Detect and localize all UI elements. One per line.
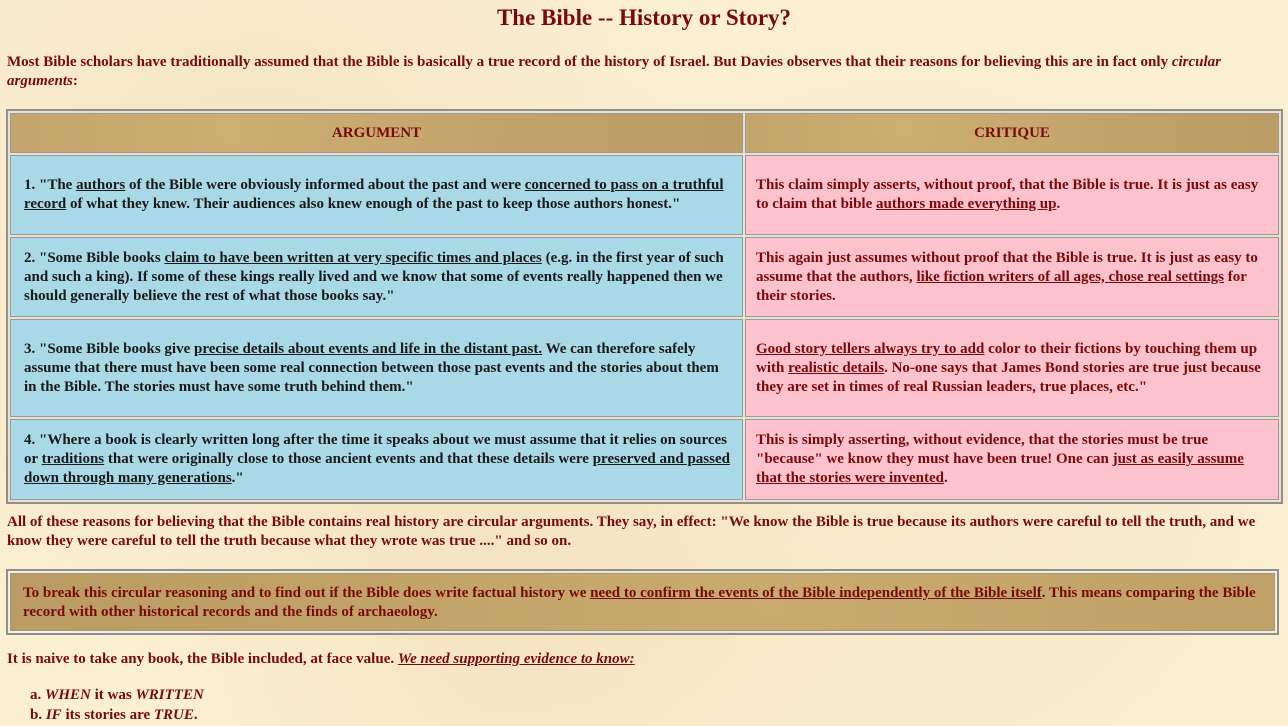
header-argument: ARGUMENT bbox=[10, 113, 743, 153]
page-title: The Bible -- History or Story? bbox=[496, 5, 792, 30]
list-item-text: its stories are bbox=[61, 707, 154, 723]
intro-paragraph bbox=[7, 53, 1277, 91]
supporting-evidence-link[interactable]: We need supporting evidence to know: bbox=[397, 651, 635, 667]
callout-text-after: . This means comparing the Bible record with other historical records and the finds of archaeology. bbox=[23, 585, 1256, 620]
list-item: b. IF its stories are TRUE. bbox=[30, 707, 198, 723]
intro-emphasis: circular arguments bbox=[7, 54, 1221, 89]
list-item-keyword: WRITTEN bbox=[135, 687, 204, 703]
argument-cell: 2. "Some Bible books claim to have been written at very specific times and places (e.g. in the first year of such and such a king). If some of these kings really lived and we know that some of events really happened then we should generally believe the rest of what those books say." bbox=[10, 237, 743, 317]
inline-link[interactable]: claim to have been written at very specific times and places bbox=[164, 249, 542, 266]
list-item-keyword: WHEN bbox=[45, 687, 91, 703]
naive-paragraph bbox=[7, 650, 1277, 669]
table-row bbox=[10, 237, 1279, 317]
inline-link[interactable]: realistic details bbox=[788, 359, 885, 376]
summary-paragraph: All of these reasons for believing that the Bible contains real history are circular arguments. They say, in effect: "We know the Bible is true because its authors were careful to tell the truth, and we know they were careful to tell the truth because what they wrote was true ...." and so on. bbox=[7, 514, 1256, 549]
table-row bbox=[10, 155, 1279, 235]
inline-link[interactable]: preserved and passed down through many generations bbox=[24, 451, 730, 486]
callout-box bbox=[6, 569, 1279, 635]
evidence-list bbox=[30, 685, 204, 725]
critique-cell: This claim simply asserts, without proof, that the Bible is true. It is just as easy to claim that bible authors made everything up. bbox=[745, 155, 1279, 235]
callout-text-before: To break this circular reasoning and to find out if the Bible does write factual history we bbox=[23, 585, 591, 601]
inline-link[interactable]: authors made everything up bbox=[876, 196, 1057, 212]
argument-cell: 4. "Where a book is clearly written long after the time it speaks about we must assume that it relies on sources or traditions that were originally close to those ancient events and that these details were preserved and passed down through many generations." bbox=[10, 419, 743, 500]
list-item-text: it was bbox=[90, 687, 136, 703]
arguments-table bbox=[6, 109, 1283, 504]
argument-cell: 1. "The authors of the Bible were obviously informed about the past and were concerned to pass on a truthful record of what they knew. Their audiences also knew enough of the past to keep those authors honest." bbox=[10, 155, 743, 235]
table-row bbox=[10, 319, 1279, 417]
list-item-keyword: TRUE bbox=[153, 707, 194, 723]
critique-cell: This is simply asserting, without evidence, that the stories must be true "because" we know they must have been true! One can just as easily assume that the stories were invented. bbox=[745, 419, 1279, 500]
inline-link[interactable]: like fiction writers of all ages, chose real settings bbox=[916, 268, 1225, 285]
list-item bbox=[30, 685, 204, 705]
inline-link[interactable]: just as easily assume that the stories were invented bbox=[756, 451, 1244, 486]
inline-link[interactable]: precise details about events and life in the distant past. bbox=[194, 340, 543, 357]
inline-link[interactable]: Good story tellers always try to add bbox=[756, 340, 985, 357]
header-critique: CRITIQUE bbox=[745, 113, 1279, 153]
callout-content bbox=[10, 573, 1275, 631]
naive-text: It is naive to take any book, the Bible included, at face value. bbox=[7, 651, 398, 667]
intro-text: Most Bible scholars have traditionally assumed that the Bible is basically a true record of the history of Israel. But Davies observes that their reasons for believing this are in fact only bbox=[7, 54, 1172, 70]
list-item-keyword: IF bbox=[45, 707, 62, 723]
critique-cell: Good story tellers always try to add color to their fictions by touching them up with realistic details. No-one says that James Bond stories are true just because they are set in times of real Russian leaders, true places, etc." bbox=[745, 319, 1279, 417]
callout-link[interactable]: need to confirm the events of the Bible independently of the Bible itself bbox=[590, 585, 1042, 601]
argument-cell: 3. "Some Bible books give precise details about events and life in the distant past. We can therefore safely assume that there must have been some real connection between those past events and the stories about them in the Bible. The stories must have some truth behind them." bbox=[10, 319, 743, 417]
inline-link[interactable]: concerned to pass on a truthful record bbox=[24, 177, 724, 212]
list-marker: b. bbox=[30, 707, 43, 723]
inline-link[interactable]: traditions bbox=[41, 451, 105, 467]
inline-link[interactable]: authors bbox=[76, 177, 126, 193]
critique-cell: This again just assumes without proof that the Bible is true. It is just as easy to assume that the authors, like fiction writers of all ages, chose real settings for their stories. bbox=[745, 237, 1279, 317]
intro-suffix: : bbox=[72, 73, 78, 89]
list-marker: a. bbox=[30, 687, 42, 703]
table-row bbox=[10, 419, 1279, 500]
